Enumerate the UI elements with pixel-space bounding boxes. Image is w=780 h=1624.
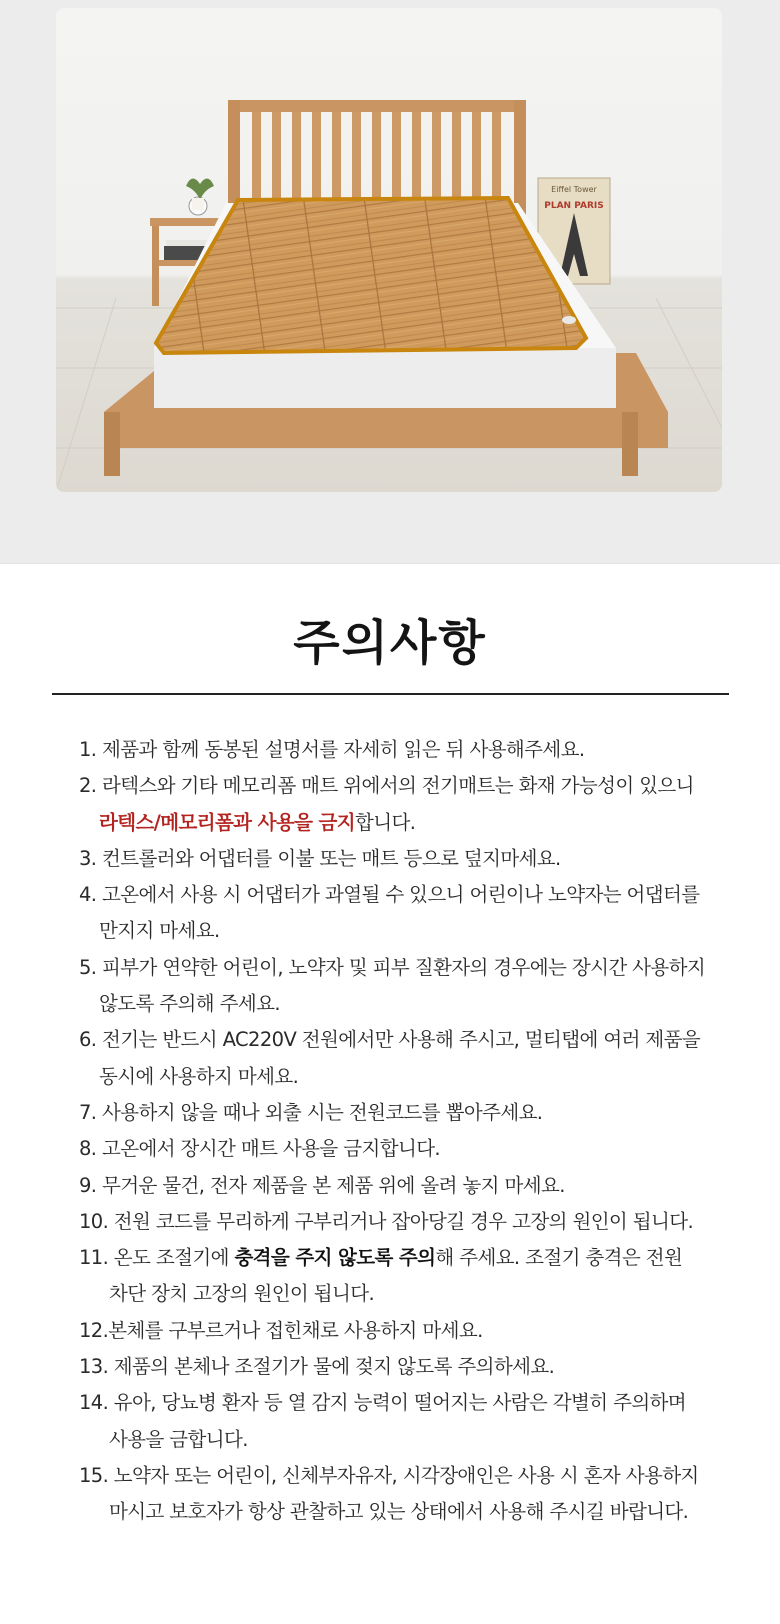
warning-highlight: 라텍스/메모리폼과 사용을 금지 xyxy=(99,810,355,834)
list-item xyxy=(79,1204,719,1240)
list-item xyxy=(79,950,719,1023)
item-text: 합니다. xyxy=(354,810,416,834)
warning-bold: 충격을 주지 않도록 주의 xyxy=(234,1246,436,1270)
poster-line1: Eiffel Tower xyxy=(551,185,597,194)
list-item xyxy=(79,841,719,877)
item-text: 13. 제품의 본체나 조절기가 물에 젖지 않도록 주의하세요. xyxy=(79,1355,555,1379)
list-item xyxy=(79,768,719,841)
section-divider xyxy=(0,563,780,564)
list-item xyxy=(79,1168,719,1204)
item-continuation: 마시고 보호자가 항상 관찰하고 있는 상태에서 사용해 주시길 바랍니다. xyxy=(109,1500,689,1524)
list-item xyxy=(79,1385,719,1458)
item-text: 4. 고온에서 사용 시 어댑터가 과열될 수 있으니 어린이나 노약자는 어댑터를 xyxy=(79,883,700,907)
item-text: 12.본체를 구부르거나 접힌채로 사용하지 마세요. xyxy=(79,1318,483,1342)
precautions-list xyxy=(79,732,719,1531)
list-item xyxy=(79,1349,719,1385)
list-item xyxy=(79,732,719,768)
item-text: 10. 전원 코드를 무리하게 구부리거나 잡아당길 경우 고장의 원인이 됩니다. xyxy=(79,1209,694,1233)
item-continuation: 만지지 마세요. xyxy=(99,919,220,943)
item-text: 7. 사용하지 않을 때나 외출 시는 전원코드를 뽑아주세요. xyxy=(79,1100,543,1124)
item-text: 9. 무거운 물건, 전자 제품을 본 제품 위에 올려 놓지 마세요. xyxy=(79,1173,565,1197)
item-text: 8. 고온에서 장시간 매트 사용을 금지합니다. xyxy=(79,1137,441,1161)
item-text: 5. 피부가 연약한 어린이, 노약자 및 피부 질환자의 경우에는 장시간 사용하지 xyxy=(79,955,706,979)
list-item xyxy=(79,1131,719,1167)
item-continuation: 사용을 금합니다. xyxy=(109,1427,248,1451)
product-photo xyxy=(56,8,722,492)
list-item xyxy=(79,1313,719,1349)
item-text: 15. 노약자 또는 어린이, 신체부자유자, 시각장애인은 사용 시 혼자 사용하지 xyxy=(79,1463,699,1487)
item-continuation: 차단 장치 고장의 원인이 됩니다. xyxy=(109,1282,375,1306)
title-underline xyxy=(52,693,729,695)
item-text: 11. 온도 조절기에 xyxy=(79,1246,235,1270)
hero-section xyxy=(0,0,780,563)
item-continuation: 동시에 사용하지 마세요. xyxy=(99,1064,299,1088)
item-continuation: 않도록 주의해 주세요. xyxy=(99,992,280,1016)
list-item xyxy=(79,1095,719,1131)
item-continuation xyxy=(79,805,719,841)
list-item xyxy=(79,1458,719,1531)
item-text: 3. 컨트롤러와 어댑터를 이불 또는 매트 등으로 덮지마세요. xyxy=(79,846,561,870)
precautions-title: 주의사항 xyxy=(293,615,487,671)
list-item xyxy=(79,1240,719,1313)
item-text: 해 주세요. 조절기 충격은 전원 xyxy=(435,1246,683,1270)
item-text: 14. 유아, 당뇨병 환자 등 열 감지 능력이 떨어지는 사람은 각별히 주의하며 xyxy=(79,1391,687,1415)
list-item xyxy=(79,1022,719,1095)
item-text: 1. 제품과 함께 동봉된 설명서를 자세히 읽은 뒤 사용해주세요. xyxy=(79,738,585,761)
poster-line2: PLAN PARIS xyxy=(544,201,604,211)
bed-illustration xyxy=(56,8,722,492)
item-text: 2. 라텍스와 기타 메모리폼 매트 위에서의 전기매트는 화재 가능성이 있으니 xyxy=(79,774,694,798)
item-text: 6. 전기는 반드시 AC220V 전원에서만 사용해 주시고, 멀티탭에 여러 제품을 xyxy=(79,1028,701,1052)
list-item xyxy=(79,877,719,950)
